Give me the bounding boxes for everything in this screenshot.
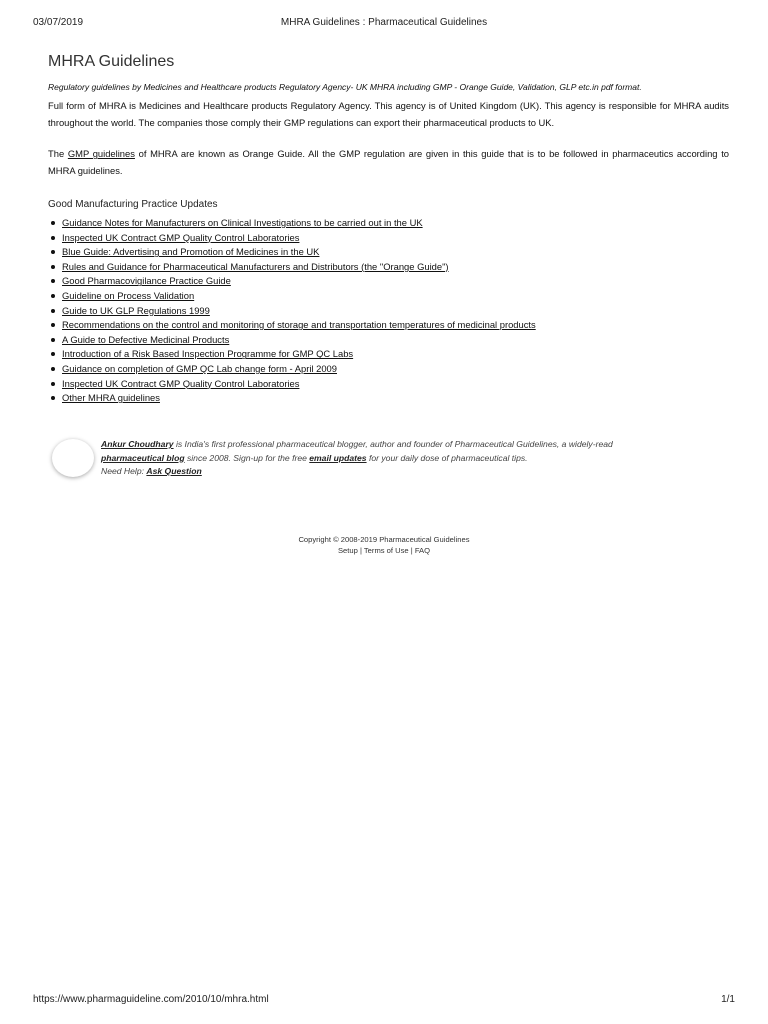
list-item	[62, 377, 729, 392]
guideline-link[interactable]: Guidance on completion of GMP QC Lab change form - April 2009	[62, 362, 337, 374]
print-date: 03/07/2019	[33, 17, 84, 28]
faq-link[interactable]: FAQ	[414, 545, 431, 555]
guidelines-list	[48, 216, 729, 406]
list-item	[62, 231, 729, 246]
guideline-link[interactable]: Inspected UK Contract GMP Quality Control Laboratories	[62, 231, 300, 243]
intro-paragraph: Full form of MHRA is Medicines and Healthcare products Regulatory Agency. This agency is of United Kingdom (UK). This agency is responsible for MHRA audits throughout the world. The companies those comply their GMP regulations can export their pharmaceutical products to UK.	[48, 100, 729, 128]
list-item	[62, 304, 729, 319]
bullet-icon	[51, 309, 55, 313]
guideline-link[interactable]: Other MHRA guidelines	[62, 392, 160, 404]
footer-separator: |	[357, 545, 364, 555]
section-heading: Good Manufacturing Practice Updates	[48, 199, 218, 210]
guideline-link[interactable]: Rules and Guidance for Pharmaceutical Manufacturers and Distributors (the "Orange Guide")	[62, 260, 449, 272]
footer-separator: |	[408, 545, 415, 555]
list-item	[62, 260, 729, 275]
guideline-link[interactable]: Guidance Notes for Manufacturers on Clinical Investigations to be carried out in the UK	[62, 217, 423, 228]
author-bio	[101, 438, 729, 479]
author-bio-text-3: for your daily dose of pharmaceutical tips.	[366, 452, 528, 463]
gmp-paragraph-suffix: of MHRA are known as Orange Guide. All the GMP regulation are given in this guide that is to be followed in pharmaceutics according to MHRA guidelines.	[48, 148, 730, 176]
help-label: Need Help:	[101, 466, 147, 476]
bullet-icon	[51, 279, 55, 283]
list-item	[62, 274, 729, 289]
setup-link[interactable]: Setup	[337, 545, 358, 555]
bullet-icon	[51, 265, 55, 269]
author-bio-text-2: since 2008. Sign-up for the free	[184, 452, 310, 463]
list-item	[62, 362, 729, 377]
list-item	[62, 391, 729, 406]
site-footer	[0, 535, 768, 556]
copyright: Copyright © 2008-2019 Pharmaceutical Guidelines	[298, 535, 470, 544]
bullet-icon	[51, 221, 55, 225]
gmp-paragraph	[48, 145, 729, 179]
author-box	[52, 438, 732, 482]
print-page-number: 1/1	[721, 994, 735, 1005]
footer-links	[0, 546, 768, 557]
bullet-icon	[51, 250, 55, 254]
list-item	[62, 347, 729, 362]
blog-link[interactable]: pharmaceutical blog	[101, 452, 185, 463]
bullet-icon	[51, 367, 55, 371]
guideline-link[interactable]: Guide to UK GLP Regulations 1999	[62, 304, 210, 316]
bullet-icon	[51, 396, 55, 400]
terms-link[interactable]: Terms of Use	[363, 545, 409, 555]
bullet-icon	[51, 323, 55, 327]
list-item	[62, 216, 729, 231]
gmp-paragraph-prefix: The	[48, 148, 68, 159]
author-bio-text-1: is India's first professional pharmaceutical blogger, author and founder of Pharmaceutical Guidelines, a widely-read	[173, 439, 613, 449]
print-url: https://www.pharmaguideline.com/2010/10/mhra.html	[33, 994, 269, 1005]
print-doc-title: MHRA Guidelines : Pharmaceutical Guidelines	[280, 17, 488, 28]
bullet-icon	[51, 352, 55, 356]
gmp-guidelines-link[interactable]: GMP guidelines	[67, 148, 135, 159]
bullet-icon	[51, 338, 55, 342]
bullet-icon	[51, 294, 55, 298]
page-title: MHRA Guidelines	[48, 53, 175, 70]
list-item	[62, 318, 729, 333]
email-updates-link[interactable]: email updates	[309, 452, 367, 463]
list-item	[62, 245, 729, 260]
guideline-link[interactable]: Blue Guide: Advertising and Promotion of Medicines in the UK	[62, 246, 320, 258]
guideline-link[interactable]: Guideline on Process Validation	[62, 289, 195, 301]
guideline-link[interactable]: Inspected UK Contract GMP Quality Control Laboratories	[62, 377, 300, 389]
print-footer	[33, 994, 735, 1008]
bullet-icon	[51, 236, 55, 240]
avatar	[52, 439, 94, 477]
author-name-link[interactable]: Ankur Choudhary	[101, 439, 174, 449]
list-item	[62, 333, 729, 348]
ask-question-link[interactable]: Ask Question	[146, 466, 202, 476]
guideline-link[interactable]: Recommendations on the control and monitoring of storage and transportation temperatures of medicinal products	[62, 319, 536, 331]
article	[48, 52, 729, 406]
article-subtitle: Regulatory guidelines by Medicines and Healthcare products Regulatory Agency- UK MHRA including GMP - Orange Guide, Validation, GLP etc.in pdf format.	[48, 82, 642, 92]
print-header	[33, 17, 735, 31]
guideline-link[interactable]: Introduction of a Risk Based Inspection Programme for GMP QC Labs	[62, 348, 354, 360]
bullet-icon	[51, 382, 55, 386]
guideline-link[interactable]: Good Pharmacovigilance Practice Guide	[62, 275, 231, 287]
list-item	[62, 289, 729, 304]
guideline-link[interactable]: A Guide to Defective Medicinal Products	[62, 333, 230, 345]
